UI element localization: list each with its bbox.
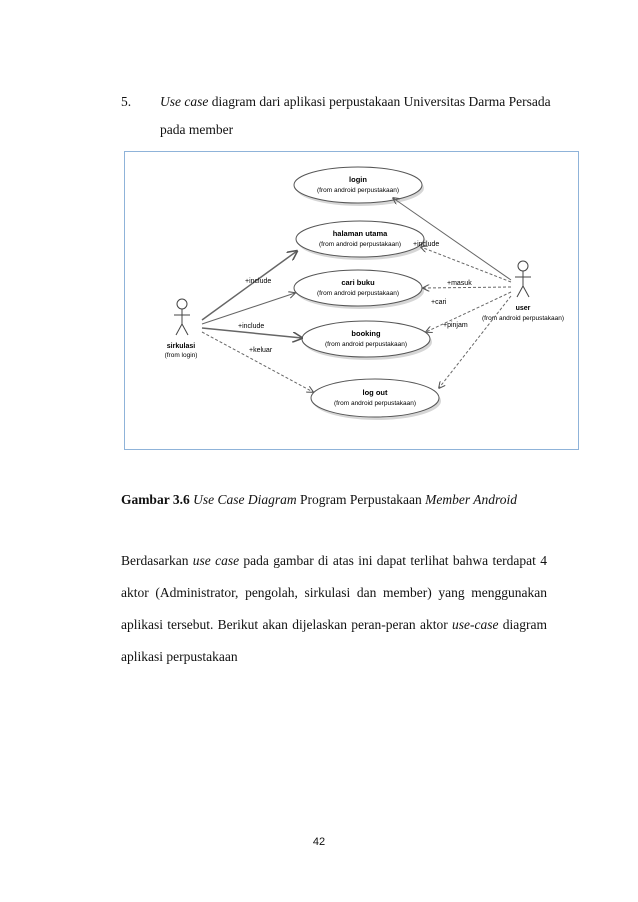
- assoc-user-cari-buku: [423, 287, 511, 288]
- use-case-log-out: [311, 379, 441, 420]
- para-text-b: pada gambar di atas ini dapat terlihat bahwa terdapat 4 aktor (Administrator, pengolah, sirkulasi dan member) yang menggunakan aplikasi tersebut. Berikut akan dijelaskan peran-peran aktor: [121, 553, 547, 632]
- actor-user-name: user: [515, 305, 531, 312]
- assoc-sirkulasi-halaman-utama: [202, 251, 297, 320]
- rel-include-right: +include: [413, 241, 440, 248]
- para-italic-1: use case: [192, 553, 240, 568]
- use-case-halaman-utama-sub: (from android perpustakaan): [318, 241, 402, 248]
- use-case-booking-sub: (from android perpustakaan): [324, 341, 408, 348]
- use-case-login-sub: (from android perpustakaan): [316, 187, 400, 194]
- figure-caption: [0, 492, 638, 508]
- section-number: 5.: [121, 94, 132, 109]
- rel-include-mid: +include: [238, 323, 265, 330]
- use-case-halaman-utama-title: halaman utama: [332, 229, 388, 238]
- section-title-rest: diagram dari aplikasi perpustakaan Universitas Darma Persada: [208, 94, 551, 109]
- caption-normal: Program Perpustakaan: [296, 492, 426, 507]
- use-case-booking: [302, 321, 432, 360]
- para-text-c: diagram aplikasi perpustakaan: [121, 617, 547, 664]
- use-case-login: [294, 167, 424, 206]
- caption-label: Gambar 3.6: [120, 492, 190, 507]
- para-italic-2: use-case: [451, 617, 499, 632]
- para-text-a: Berdasarkan: [121, 553, 193, 568]
- assoc-user-halaman-utama: [421, 247, 511, 282]
- actor-user: [515, 261, 531, 297]
- use-case-cari-buku-sub: (from android perpustakaan): [316, 290, 400, 297]
- actor-sirkulasi: [174, 299, 190, 335]
- page-number: 42: [312, 836, 326, 848]
- use-case-diagram: [125, 152, 580, 451]
- use-case-booking-title: booking: [351, 329, 381, 338]
- use-case-halaman-utama: [296, 221, 426, 260]
- use-case-cari-buku-title: cari buku: [341, 278, 375, 287]
- rel-pinjam: +pinjam: [443, 322, 468, 329]
- caption-italic-1: Use Case Diagram: [189, 492, 297, 507]
- use-case-log-out-title: log out: [362, 388, 388, 397]
- body-paragraph: [121, 545, 547, 673]
- assoc-sirkulasi-log-out: [202, 332, 313, 392]
- section-title-line2: pada member: [160, 122, 234, 137]
- actor-user-sub: (from android perpustakaan): [481, 315, 565, 322]
- caption-italic-2: Member Android: [425, 492, 518, 507]
- use-case-cari-buku: [294, 270, 424, 309]
- assoc-sirkulasi-cari-buku: [202, 293, 295, 324]
- actor-sirkulasi-sub: (from login): [164, 352, 198, 359]
- rel-keluar: +keluar: [249, 347, 273, 354]
- section-title-italic: Use case: [160, 94, 209, 109]
- rel-include-top: +include: [245, 278, 272, 285]
- rel-cari: +cari: [431, 299, 447, 306]
- use-case-login-title: login: [349, 175, 367, 184]
- use-case-diagram-figure: [124, 151, 579, 450]
- rel-masuk: +masuk: [447, 280, 472, 287]
- use-case-log-out-sub: (from android perpustakaan): [333, 400, 417, 407]
- assoc-user-log-out: [439, 296, 511, 388]
- actor-sirkulasi-name: sirkulasi: [166, 343, 196, 350]
- section-title-line1: [160, 94, 551, 110]
